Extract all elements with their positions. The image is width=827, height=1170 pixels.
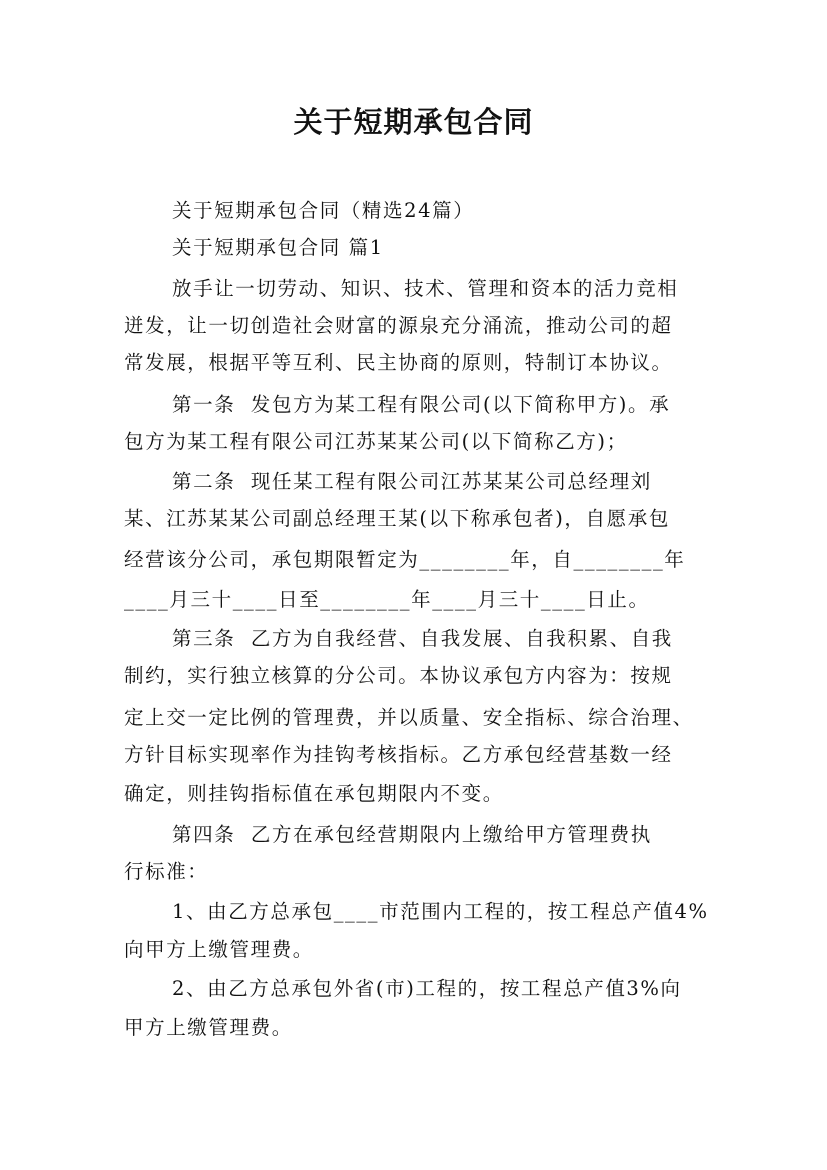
paragraph-line: 放手让一切劳动、知识、技术、管理和资本的活力竞相 <box>172 277 679 300</box>
section-heading: 关于短期承包合同 篇1 <box>172 236 384 259</box>
article-3-line: 确定，则挂钩指标值在承包期限内不变。 <box>124 782 504 805</box>
article-4-line: 第四条 乙方在承包经营期限内上缴给甲方管理费执 <box>172 823 652 846</box>
article-2-line: 经营该分公司，承包期限暂定为________年，自________年 <box>124 548 686 571</box>
clause-2-line: 2、由乙方总承包外省(市)工程的，按工程总产值3%向 <box>172 977 682 1000</box>
article-2-line: 某、江苏某某公司副总经理王某(以下称承包者)，自愿承包 <box>124 507 670 530</box>
clause-2-line: 甲方上缴管理费。 <box>124 1016 293 1039</box>
subtitle-line: 关于短期承包合同（精选24篇） <box>172 199 475 222</box>
article-2-line: 第二条 现任某工程有限公司江苏某某公司总经理刘 <box>172 470 652 493</box>
article-4-line: 行标准： <box>124 860 209 883</box>
document-title: 关于短期承包合同 <box>293 105 534 139</box>
article-3-line: 制约，实行独立核算的分公司。本协议承包方内容为：按规 <box>124 664 673 687</box>
paragraph-line: 常发展，根据平等互利、民主协商的原则，特制订本协议。 <box>124 351 673 374</box>
article-3-line: 方针目标实现率作为挂钩考核指标。乙方承包经营基数一经 <box>124 743 673 766</box>
clause-1-line: 向甲方上缴管理费。 <box>124 938 314 961</box>
article-1-line: 包方为某工程有限公司江苏某某公司(以下简称乙方)； <box>124 430 628 453</box>
article-1-line: 第一条 发包方为某工程有限公司(以下简称甲方)。承 <box>172 393 671 416</box>
paragraph-line: 迸发，让一切创造社会财富的源泉充分涌流，推动公司的超 <box>124 314 673 337</box>
article-3-line: 第三条 乙方为自我经营、自我发展、自我积累、自我 <box>172 627 673 650</box>
article-2-line: ____月三十____日至________年____月三十____日止。 <box>124 588 650 611</box>
article-3-line: 定上交一定比例的管理费，并以质量、安全指标、综合治理、 <box>124 706 694 729</box>
clause-1-line: 1、由乙方总承包____市范围内工程的，按工程总产值4% <box>172 900 709 923</box>
